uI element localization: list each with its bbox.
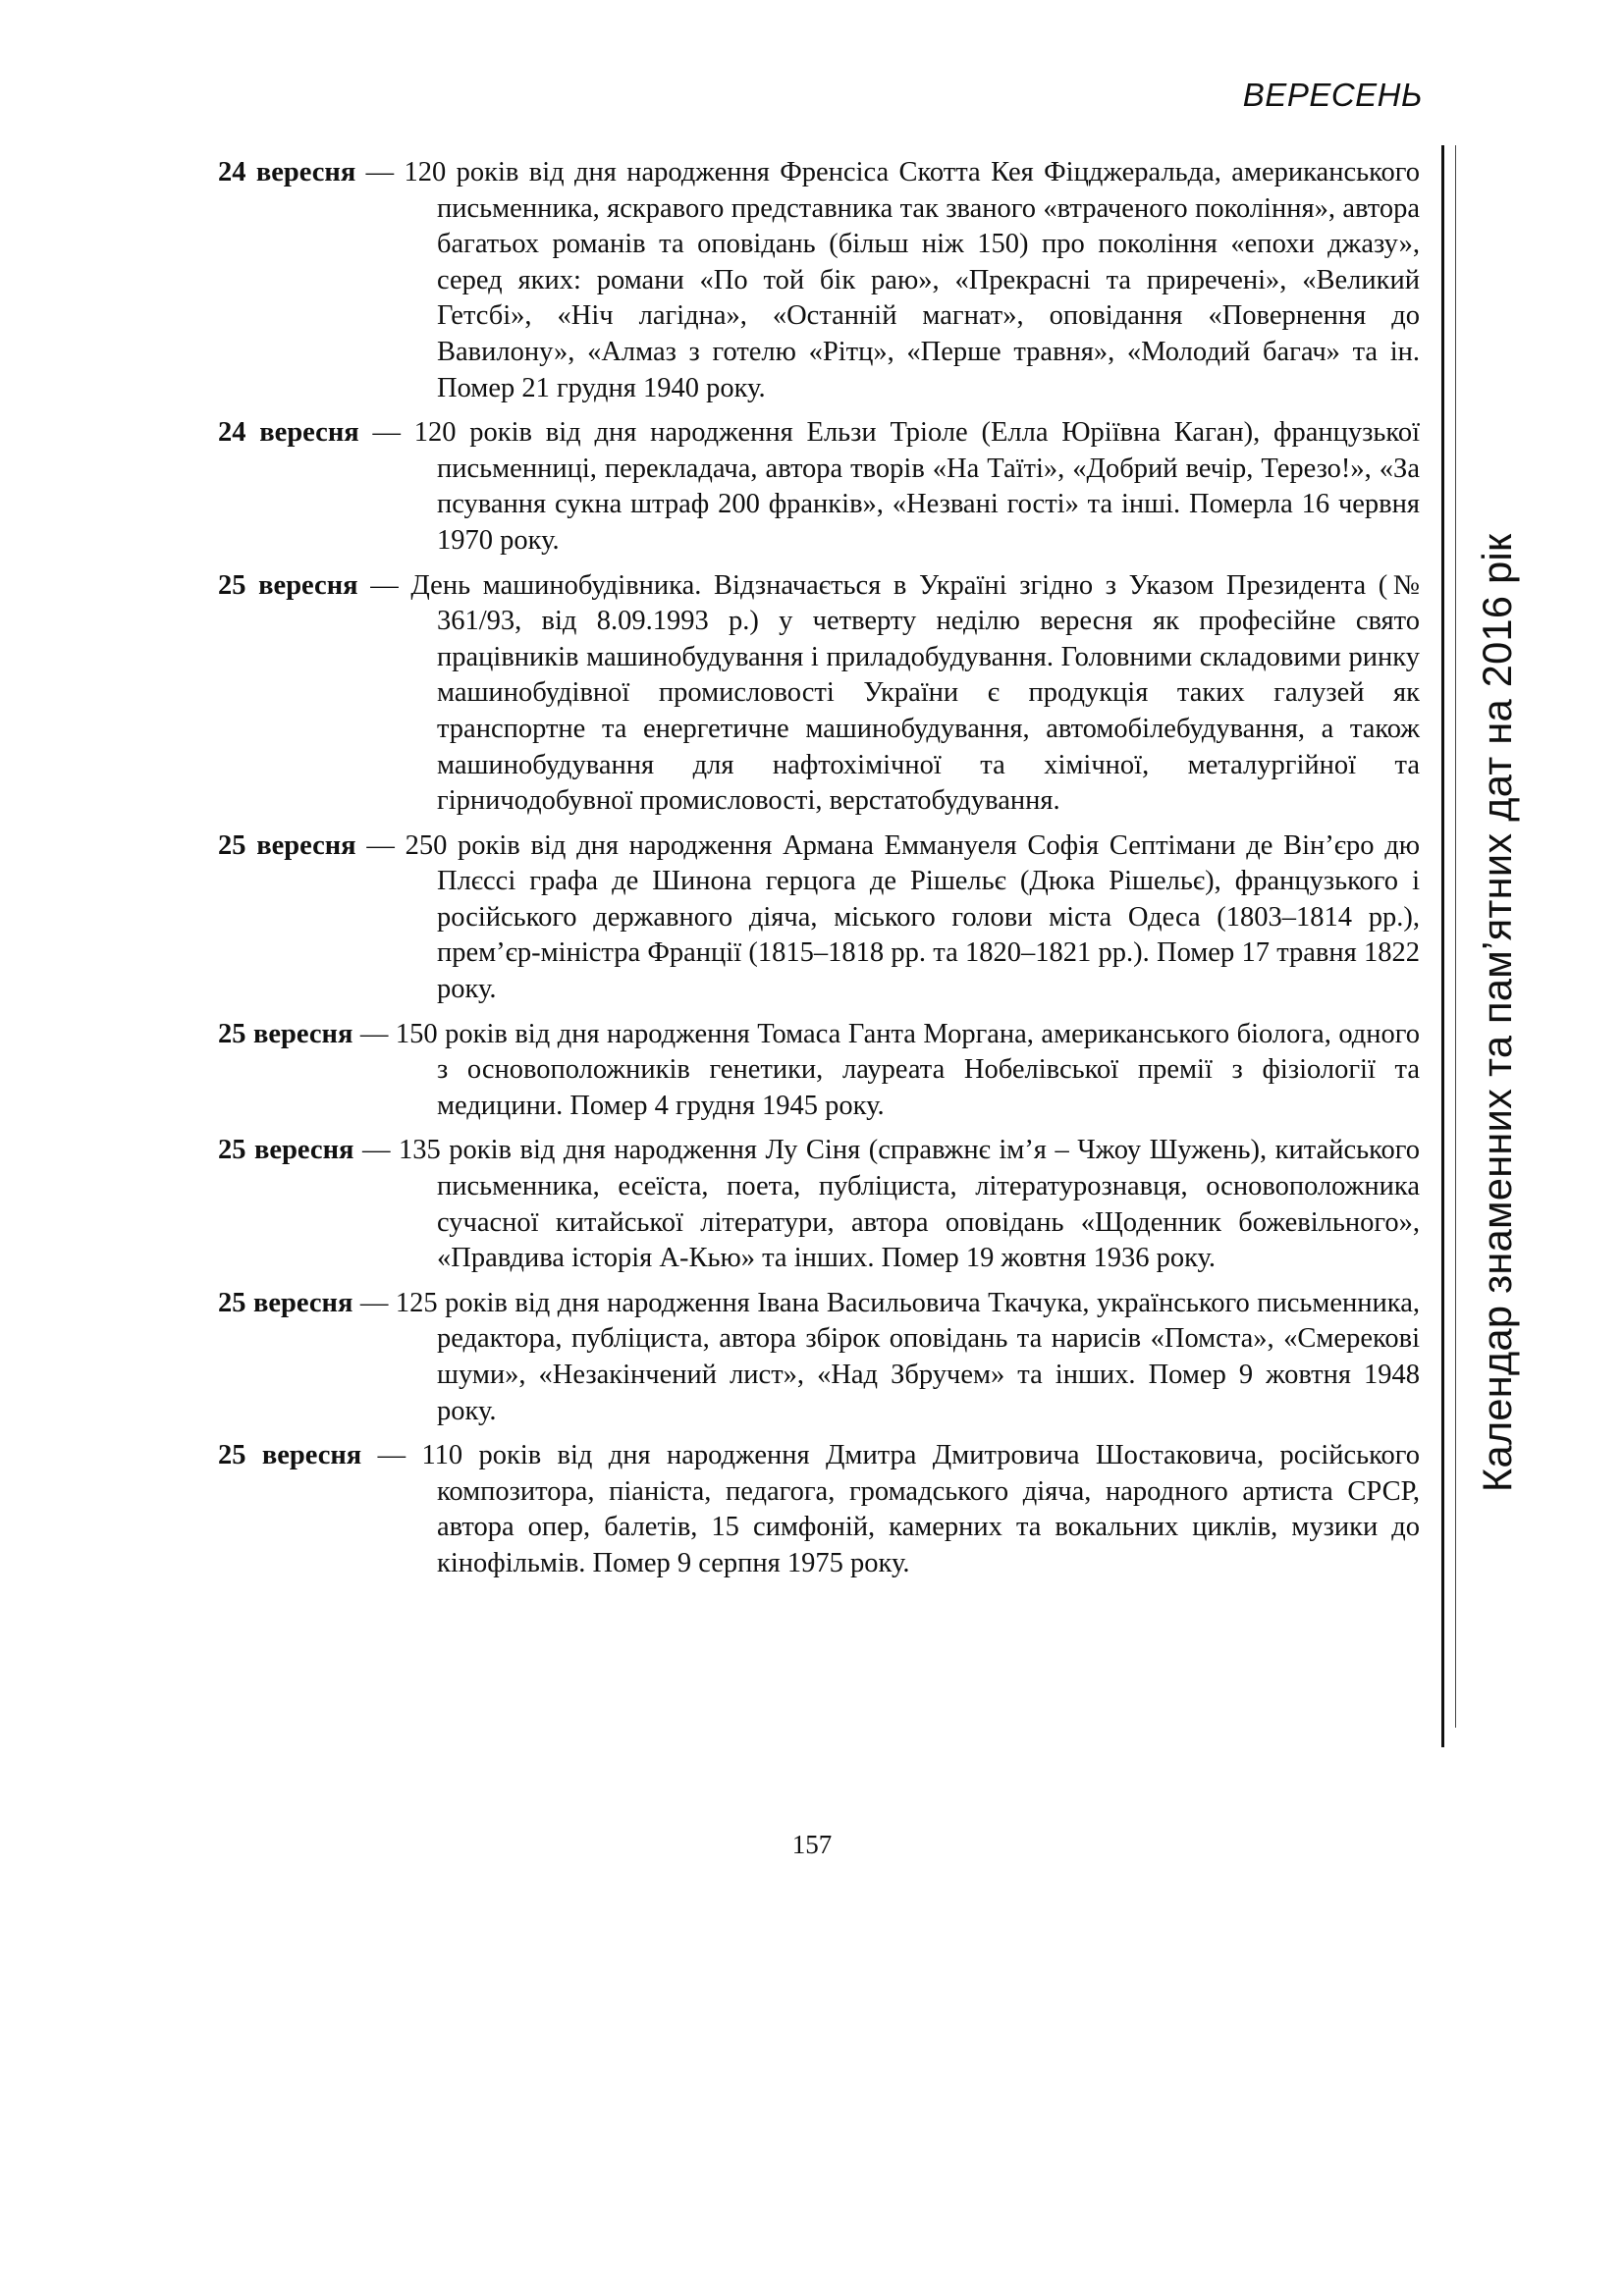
entry-date: 24 вересня: [218, 157, 356, 187]
entry-text: — 150 років від дня народження Томаса Ганта Моргана, американського біолога, одного з основоположників генетики, лауреата Нобелівської премії з фізіології та медицини. Помер 4 грудня 1945 року.: [359, 1018, 1420, 1121]
entry-item: [218, 568, 1420, 820]
entry-text: — 110 років від дня народження Дмитра Дмитровича Шостаковича, російського композитора, піаніста, педагога, громадського діяча, народного артиста СРСР, автора опер, балетів, 15 симфоній, камерних та вокальних циклів, музики до кінофільмів. Помер 9 серпня 1975 року.: [377, 1440, 1421, 1578]
entry-date: 25 вересня: [218, 829, 356, 861]
side-rule-thick: [1441, 145, 1444, 1747]
entry-date: 25 вересня: [218, 1018, 353, 1049]
entry-text: — 250 років від дня народження Армана Еммануеля Софія Септімани де Він’єро дю Плєссі графа де Шинона герцога де Рішельє (Дюка Рішельє), французького і російського державного діяча, міського голови міста Одеса (1803–1814 рр.), прем’єр-міністра Франції (1815–1818 рр. та 1820–1821 рр.). Помер 17 травня 1822 року.: [366, 829, 1420, 1005]
entry-text: — 120 років від дня народження Ельзи Тріоле (Елла Юріївна Каган), французької письменниці, перекладача, автора творів «На Таїті», «Добрий вечір, Терезо!», «За псування сукна штраф 200 франків», «Незвані гості» та інші. Померла 16 червня 1970 року.: [372, 417, 1420, 556]
entry-item: [218, 1286, 1420, 1429]
entry-text: — 125 років від дня народження Івана Васильовича Ткачука, українського письменника, редактора, публіциста, автора збірок оповідань та нарисів «Помста», «Смерекові шуми», «Незакінчений лист», «Над Збручем» та інших. Помер 9 жовтня 1948 року.: [359, 1287, 1421, 1426]
entry-date: 25 вересня: [218, 569, 358, 601]
entry-item: [218, 1017, 1420, 1125]
entry-date: 25 вересня: [218, 1440, 362, 1471]
entry-item: [218, 1133, 1420, 1276]
entry-item: [218, 155, 1420, 406]
entry-date: 25 вересня: [218, 1135, 354, 1166]
entries-list: [218, 155, 1420, 1582]
entry-item: [218, 828, 1420, 1008]
side-rule-thin: [1455, 145, 1456, 1728]
entry-text: — 135 років від дня народження Лу Сіня (справжнє ім’я – Чжоу Шужень), китайського письменника, есеїста, поета, публіциста, літературознавця, основоположника сучасної китайської літератури, автора оповідань «Щоденник божевільного», «Правдива історія А-Кью» та інших. Помер 19 жовтня 1936 року.: [361, 1135, 1420, 1274]
entry-date: 25 вересня: [218, 1287, 353, 1318]
side-title: Календар знаменних та пам’ятних дат на 2016 рік: [1474, 533, 1520, 1492]
entry-date: 24 вересня: [218, 417, 359, 449]
running-header: ВЕРЕСЕНЬ: [1242, 77, 1423, 113]
page-number: 157: [791, 1830, 833, 1859]
entry-text: — 120 років від дня народження Френсіса Скотта Кея Фіцджеральда, американського письменника, яскравого представника так званого «втраченого покоління», автора багатьох романів та оповідань (більш ніж 150) про покоління «епохи джазу», серед яких: романи «По той бік раю», «Прекрасні та приречені», «Великий Гетсбі», «Ніч лагідна», «Останній магнат», оповідання «Повернення до Вавилону», «Алмаз з готелю «Рітц», «Перше травня», «Молодий багач» та ін. Помер 21 грудня 1940 року.: [365, 157, 1420, 403]
entry-text: — День машинобудівника. Відзначається в Україні згідно з Указом Президента (№ 361/93, від 8.09.1993 р.) у четверту неділю вересня як професійне свято працівників машинобудування і приладобудування. Головними складовими ринку машинобудівної промисловості України є продукція таких галузей як транспортне та енергетичне машинобудування, автомобілебудування, а також машинобудування для нафтохімічної та хімічної, металургійної та гірничодобувної промисловості, верстатобудування.: [370, 569, 1420, 817]
entry-item: [218, 415, 1420, 559]
entry-item: [218, 1438, 1420, 1581]
